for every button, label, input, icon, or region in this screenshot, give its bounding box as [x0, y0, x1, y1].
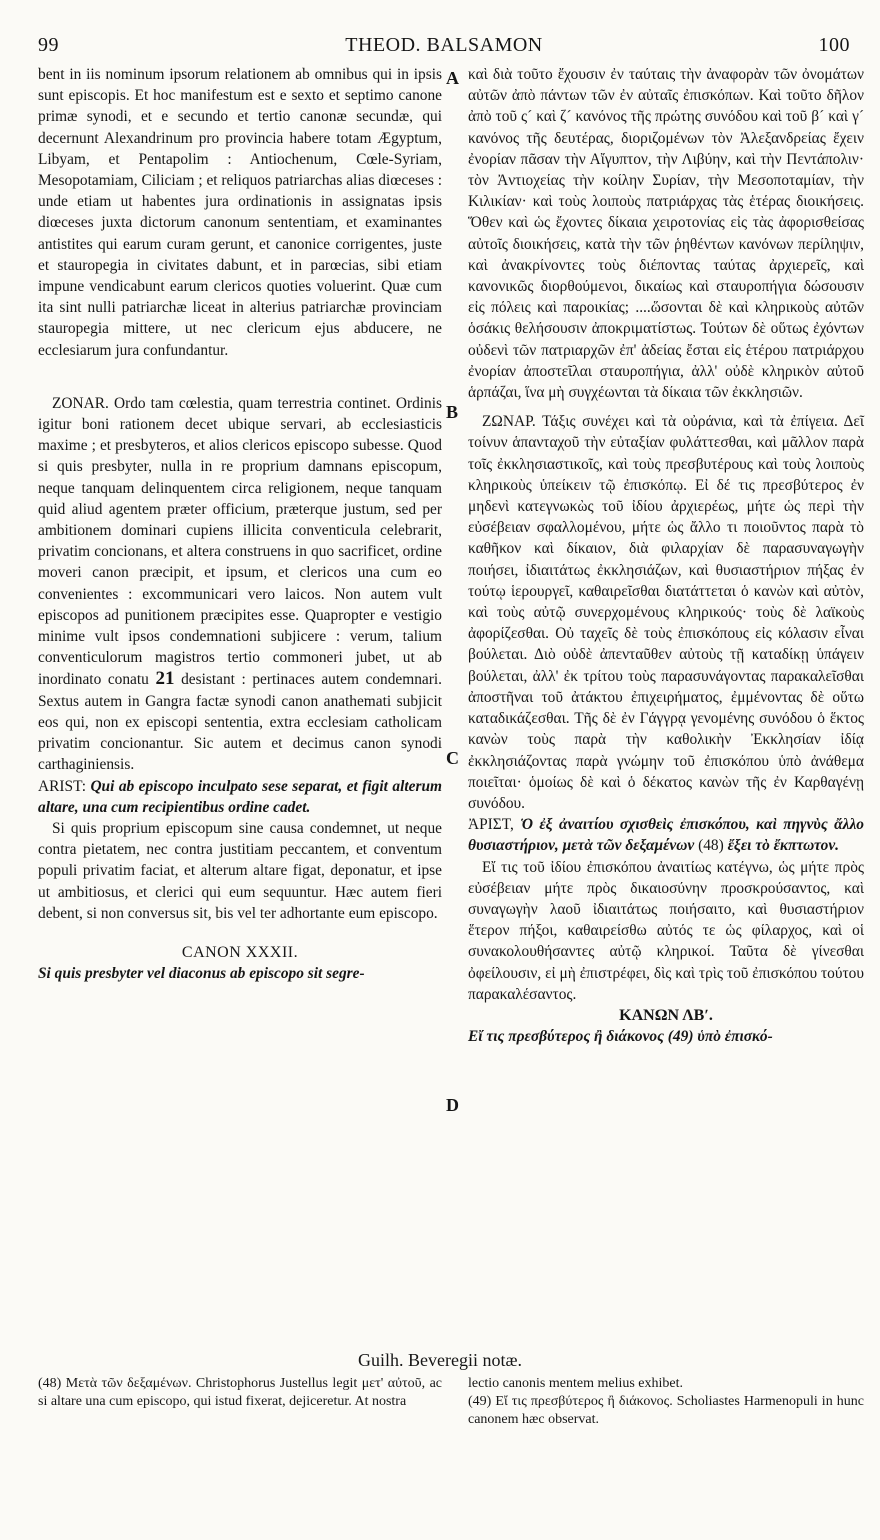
- margin-letter-a: A: [446, 68, 459, 88]
- latin-zonaras-text-end: desistant : pertinaces autem condemnari. Sextus autem in Gangra factæ synodi canon anathemati subjicit eos qui, non ex episcopi sententia, extra ecclesiam catholicam privatim concionantur. Sic autem et decimus canon synodi carthaginiensis.: [38, 671, 442, 774]
- latin-paragraph: bent in iis nominum ipsorum relationem ab omnibus qui in ipsis sunt episcopis. Et hoc manifestum est e sexto et septimo canone primæ synodi, et e secundo et tertio canonæ secundæ, qui decernunt Alexandrinum pro provincia habere totam Ægyptum, Libyam, et Pentapolim : Antiochenum, Cœle-Syriam, Mesopotamiam, Ciliciam ; et reliquos patriarchas alias diœceses : unde etiam ut habentes jura ordinationis in assignatas ipsis diœceses juxta dictorum canonum sententiam, et examinantes antistites qui earum curam gerunt, et canonice corrigentes, juste et stauropegia in civitates dabunt, et in parœcias, sibi etiam impune vendicabunt earum clericos quoties voluerint. Quæ cum ita sint nulli patriarchæ liceat in alterius patriarchæ provinciam stauropegia mittere, ut nec clericum ejus abducere, ne ecclesiarum jura confundantur.: [38, 66, 442, 359]
- page-header: [38, 34, 850, 60]
- margin-letter-b: B: [446, 402, 459, 422]
- canon-title-greek: ΚΑΝΩΝ ΛΒʹ.: [619, 1006, 713, 1024]
- note-ref-48: (48): [698, 837, 724, 855]
- footnotes-right: [468, 1375, 864, 1429]
- latin-aristenus-paragraph: Si quis proprium episcopum sine causa condemnet, ut neque contra pietatem, nec contra justitiam peccantem, et conventum populi privatim faciat, et alterum altare figat, deponatur, et ipse ut ambitiosus, et clerici qui eum sequuntur. Hæc autem fieri debent, si non conversus sit, bis vel ter adhortante eum episcopo.: [38, 819, 442, 922]
- greek-column: [468, 64, 864, 1047]
- greek-zonaras-paragraph: ΖΩΝΑΡ. Τάξις συνέχει καὶ τὰ οὐράνια, καὶ τὰ ἐπίγεια. Δεῖ τοίνυν ἁπανταχοῦ τὴν εὐταξίαν φυλάττεσθαι, καὶ μᾶλλον παρὰ τοῖς ἐκκλησιαστικοῖς, καὶ τοὺς πρεσβυτέρους καὶ τοὺς λοιποὺς κληρικοὺς ὑπείκειν τῷ ἐπισκόπῳ. Εἰ δέ τις πρεσβύτερος ἐν μηδενὶ κατεγνωκὼς τοῦ ἰδίου ἀρχιερέως, μήτε ὡς περὶ τὴν εὐσέβειαν σφαλλομένου, μήτε ὡς ἄλλο τι ποιοῦντος παρὰ τὸ καθῆκον καὶ δίκαιον, διὰ φιλαρχίαν δὲ παρασυναγωγὴν ποιήσει, ἰδιαιτάτως ἐκκλησιάζων, καὶ θυσιαστήριον πήξας ἐν τούτῳ ἱερουργεῖ, καθαιρεῖσθαι διατάττεται ὁ κανὼν καὶ αὐτὸν, καὶ τοὺς αὐτῷ συνερχομένους κληρικούς· τοὺς δὲ λαϊκοὺς ἀφορίζεσθαι. Οὐ ταχεῖς δὲ τοὺς ἐπισκόπους εἰς κόλασιν εἶναι βούλεται. Διὸ οὐδὲ ἀπενταῦθεν αὐτοὺς τῇ καταδίκῃ ὑπάγειν βούλεται, ἀλλ' ἐκ τρίτου τοὺς παρασυνάγοντας παρακαλεῖσθαι ἀποστῆναι τοῦ ἀτάκτου ἐπιχειρήματος, ἐμμένοντας δὲ οὕτω καταδικάζεσθαι. Τῆς δὲ ἐν Γάγγρᾳ γενομένης συνόδου ὁ ἕκτος κανὼν τοὺς παρὰ τὴν καθολικὴν Ἐκκλησίαν ἰδίᾳ ἐκκλησιάζοντας παρὰ γνώμην τοῦ ἐπισκόπου ὑπὸ ἀνάθεμα ποιεῖται· ὁμοίως δὲ καὶ ὁ δέκατος κανὼν τῆς ἐν Καρθαγένῃ συνόδου.: [468, 413, 864, 812]
- margin-letter-d: D: [446, 1095, 459, 1115]
- canon-subtitle-latin: Si quis presbyter vel diaconus ab episcopo sit segre-: [38, 965, 365, 983]
- running-title: THEOD. BALSAMON: [345, 34, 543, 56]
- latin-zonaras-paragraph: [38, 393, 442, 776]
- notes-title: Guilh. Beveregii notæ.: [358, 1350, 522, 1370]
- page-number-left: 99: [38, 34, 59, 56]
- latin-column: [38, 64, 442, 984]
- arist-label: ARIST:: [38, 777, 86, 795]
- margin-letter-c: C: [446, 748, 459, 768]
- latin-aristenus-heading: [38, 776, 442, 818]
- footnote-48-continued: lectio canonis mentem melius exhibet.: [468, 1376, 683, 1391]
- arist-summary-greek-end: ἔξει τὸ ἔκπτωτον.: [727, 837, 840, 855]
- page-number-right: 100: [818, 34, 850, 56]
- greek-aristenus-heading: [468, 814, 864, 856]
- greek-paragraph: καὶ διὰ τοῦτο ἔχουσιν ἐν ταύταις τὴν ἀναφορὰν τῶν ὀνομάτων αὐτῶν ἀπὸ πάντων τῶν ἐν αὐταῖς ἐπισκόπων. Καὶ τοῦτο δῆλον ἀπὸ τοῦ ς´ καὶ ζ´ κανόνος τῆς πρώτης συνόδου καὶ τοῦ β´ καὶ γ´ κανόνος τῆς δευτέρας, διοριζομένων τὸν Ἀλεξανδρείας ἔχειν ἐνορίαν πᾶσαν τὴν Αἴγυπτον, τὴν Λιβύην, καὶ τὴν Πεντάπολιν· τὸν Ἀντιοχείας τὴν κοίλην Συρίαν, τὴν Μεσοποταμίαν, τὴν Κιλικίαν· καὶ τοὺς λοιποὺς πατριάρχας τὰς ἑτέρας διοικήσεις. Ὅθεν καὶ ὡς ἔχοντες δίκαια χειροτονίας εἰς τὰς ἀφορισθείσας αὐτοῖς διοικήσεις, κατὰ τὴν τῶν ῥηθέντων κανόνων περίληψιν, καὶ ἀνακρίνοντες τοὺς διέποντας ταύτας ἀρχιερεῖς, καὶ κανονικῶς διορθούμενοι, δικαίως καὶ σταυροπήγια δώσουσιν εἰς πόλεις καὶ παροικίας; ....ὥσονται δὲ καὶ κληρικοὺς αὐτῶν ὁσάκις θελήσουσιν ἀποκριματίστως. Τούτων δὲ οὕτως ἐχόντων οὐδενὶ τῶν πατριαρχῶν ἐπ' ἀδείας ἔσται εἰς ἑτέρου πατριάρχου ἐνορίαν ἀποστεῖλαι σταυροπήγια, ἀλλ' οὐδὲ κληρικὸν αὐτοῦ ἁρπάζαι, ἵνα μὴ συγχέωνται τὰ δίκαια τῶν ἐκκλησιῶν.: [468, 66, 864, 402]
- arist-summary-greek: Ὁ ἐξ ἀναιτίου σχισθεὶς ἐπισκόπου, καὶ πηγνὺς ἄλλο θυσιαστήριον, μετὰ τῶν δεξαμένων: [468, 816, 864, 855]
- footnote-49: (49) Εἴ τις πρεσβύτερος ἢ διάκονος. Scholiastes Harmenopuli in hunc canonem hæc observat.: [468, 1394, 864, 1427]
- latin-zonaras-text: ZONAR. Ordo tam cœlestia, quam terrestria continet. Ordinis igitur boni rationem decet ubique servari, ab ecclesiasticis maxime ; et presbyteros, et alios clericos episcopo subesse. Quod si quis presbyter, nulla in re proprium damnans episcopum, neque tanquam delinquentem circa religionem, neque tanquam quid aliud agentem præter officium, præterque justum, sed per ambitionem dominari cupiens illicita conventicula celebrarit, privatim concionans, et altera construens in quo sacrificet, ordine moveri canon præcipit, et ipsum, et clericos una cum eo convenientes : excommunicari vero laicos. Non autem vult episcopos ad punitionem præcipites esse. Quapropter e vestigio minime vult ipsos condemnationi subjicere : verum, talium conventiculorum magistros tertio commoneri jubet, ut ab inordinato conatu: [38, 394, 442, 689]
- greek-aristenus-paragraph: Εἴ τις τοῦ ἰδίου ἐπισκόπου ἀναιτίως κατέγνω, ὡς μήτε πρὸς εὐσέβειαν μήτε πρὸς δικαιοσύνην προσκρούσαντος, καὶ συναγωγὴν λαοῦ ἰδιαιτάτως ποιήσαιτο, καὶ θυσιαστήριον ἕτερον πήξοι, καθαιρείσθω αὐτός τε ὡς φίλαρχος, καὶ οἱ συνακολουθήσαντες αὐτῷ κληρικοί. Ταῦτα δὲ γίνεσθαι ὀφείλουσιν, εἰ μὴ ἐπιστρέφει, δὶς καὶ τρὶς τοῦ ἐπισκόπου τούτου παρακαλέσαντος.: [468, 858, 864, 1003]
- page-marker: 21: [155, 668, 175, 690]
- canon-subtitle-greek: Εἴ τις πρεσβύτερος ἢ διάκονος (49) ὑπὸ ἐπισκό-: [468, 1028, 773, 1046]
- canon-title-latin: CANON XXXII.: [181, 943, 299, 961]
- arist-summary: Qui ab episcopo inculpato sese separat, et figit alterum altare, una cum recipientibus ordine cadet.: [38, 777, 442, 816]
- arist-label-greek: ἈΡΙΣΤ,: [468, 816, 514, 834]
- footnote-48: (48) Μετὰ τῶν δεξαμένων. Christophorus Justellus legit μετ' αὐτοῦ, ac si altare una cum episcopo, qui istud fixerat, dejiceretur. At nostra: [38, 1376, 442, 1409]
